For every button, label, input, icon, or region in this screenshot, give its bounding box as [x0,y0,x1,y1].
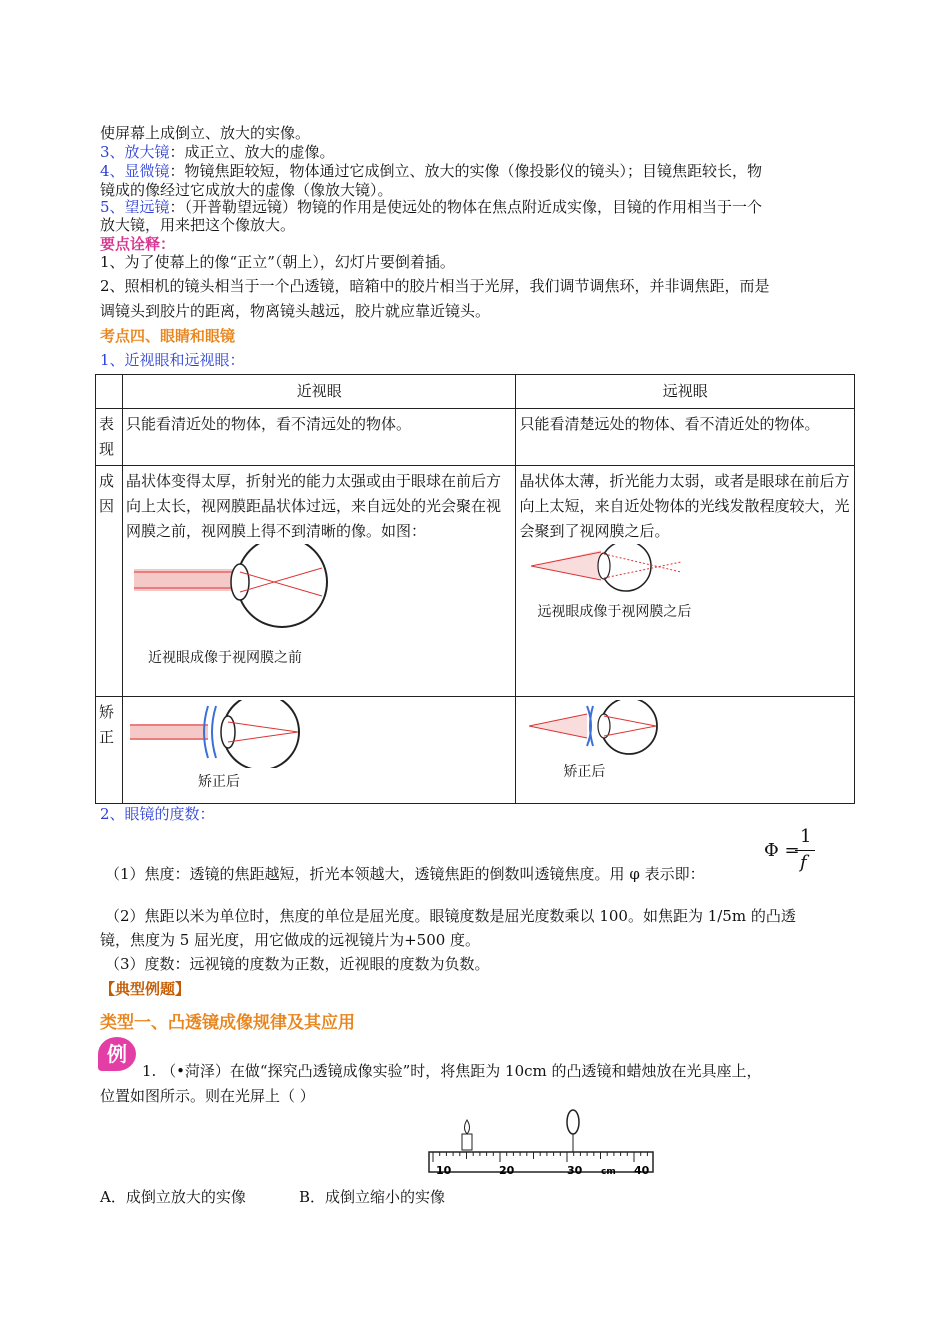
cell-hyperopia-correction [516,697,855,804]
hyperopia-correction-diagram [529,700,689,758]
hyperopia-caption: 远视眼成像于视网膜之后 [537,604,692,620]
item-label: 4、显微镜 [100,162,170,180]
note-2b: 调镜头到胶片的距离，物离镜头越远，胶片就应靠近镜头。 [100,302,491,320]
formula-numerator: 1 [800,826,812,847]
light-ray [228,722,298,732]
item-telescope-cont: 放大镜，用来把这个像放大。 [100,216,296,234]
examples-heading: 【典型例题】 [100,980,191,998]
myopia-caption: 近视眼成像于视网膜之前 [147,650,302,666]
cell-myopia-cause [122,466,515,697]
cell-myopia-correction [122,697,515,804]
candle [462,1134,472,1150]
tick-label: 30 [567,1164,583,1177]
col-hyperopia: 远视眼 [516,375,855,409]
convex-lens [587,706,593,746]
row-label: 矫正 [96,697,123,804]
formula-lhs: Φ = [764,840,800,861]
option-b[interactable]: B．成倒立缩小的实像 [299,1188,446,1206]
degree-p2a: （2）焦距以米为单位时，焦度的单位是屈光度。眼镜度数是屈光度数乘以 100。如焦距为 1/5m 的凸透 [105,907,796,925]
cell-hyperopia-cause [516,466,855,697]
cell-hyperopia-symptom: 只能看清楚远处的物体、看不清近处的物体。 [516,409,855,466]
crystalline-lens [221,716,235,748]
question-1b: 位置如图所示。则在光屏上（ ） [100,1087,315,1105]
optical-bench [429,1152,653,1172]
item-label: 3、放大镜 [100,143,170,161]
ruler-unit: cm [601,1167,616,1177]
section4-title: 考点四、眼睛和眼镜 [100,327,236,345]
tick-label: 20 [499,1164,515,1177]
light-ray [604,726,656,736]
myopia-cause-text: 晶状体变得太厚，折射光的能力太强或由于眼球在前后方向上太长，视网膜距晶状体过远，来自远处的光会聚在视网膜之前，视网膜上得不到清晰的像。如图： [125,472,501,540]
item-microscope-cont: 镜成的像经过它成放大的虚像（像放大镜）。 [100,181,393,199]
light-beam [529,714,587,738]
option-a[interactable]: A．成倒立放大的实像 [100,1188,246,1206]
item-text: ：成正立、放大的虚像。 [169,143,335,161]
optical-bench-figure [425,1108,657,1178]
degree-p2b: 镜，焦度为 5 屈光度，用它做成的远视镜片为+500 度。 [100,931,481,949]
eyeball [237,544,327,627]
hyperopia-diagram [531,544,706,596]
light-ray [240,568,322,592]
section4-sub1: 1、近视眼和远视眼： [100,351,245,369]
tick-label: 10 [436,1164,452,1177]
row-label: 表现 [96,409,123,466]
hyperopia-cause-text: 晶状体太薄，折光能力太弱，或者是眼球在前后方向上太短，来自近处物体的光线发散程度较大，光会聚到了视网膜之后。 [519,472,850,540]
fraction-bar [795,850,815,851]
tick-label: 40 [634,1164,650,1177]
note-2a: 2、照相机的镜头相当于一个凸透镜，暗箱中的胶片相当于光屏，我们调节调焦环，并非调焦距，而是 [100,277,770,295]
correction-caption: 矫正后 [197,774,240,790]
example-badge: 例 [98,1037,136,1071]
crystalline-lens [598,714,610,738]
table-corner [96,375,123,409]
correction-caption: 矫正后 [563,764,606,780]
myopia-correction-diagram [128,700,328,768]
crystalline-lens [598,553,610,579]
crystalline-lens [231,564,249,600]
type1-title: 类型一、凸透镜成像规律及其应用 [100,1013,355,1033]
light-ray [604,562,681,578]
light-ray [604,554,681,572]
col-myopia: 近视眼 [122,375,515,409]
notes-title: 要点诠释： [100,235,176,253]
light-beam [130,724,208,740]
light-ray [228,732,298,742]
formula-denominator: f [800,852,807,873]
degree-p3: （3）度数：远视镜的度数为正数，近视眼的度数为负数。 [105,955,490,973]
convex-lens [567,1110,579,1134]
cell-myopia-symptom: 只能看清近处的物体，看不清远处的物体。 [122,409,515,466]
focal-power-formula [764,826,824,878]
item-text: ：（开普勒望远镜）物镜的作用是使远处的物体在焦点附近成实像，目镜的作用相当于一个 [169,198,763,216]
light-ray [240,572,322,596]
intro-line: 使屏幕上成倒立、放大的实像。 [100,124,311,142]
degree-p1: （1）焦度：透镜的焦距越短，折光本领越大，透镜焦距的倒数叫透镜焦度。用 φ 表示即： [105,865,705,883]
item-text: ：物镜焦距较短，物体通过它成倒立、放大的实像（像投影仪的镜头）；目镜焦距较长，物 [169,162,763,180]
note-1: 1、为了使幕上的像“正立”（朝上），幻灯片要倒着插。 [100,253,455,271]
candle-flame [465,1120,470,1134]
row-label: 成因 [96,466,123,697]
question-1a: 1. （•菏泽）在做“探究凸透镜成像实验”时，将焦距为 10cm 的凸透镜和蜡烛放在光具座上， [142,1062,762,1080]
myopia-diagram [132,544,352,644]
degree-sub2: 2、眼镜的度数： [100,805,215,823]
item-label: 5、望远镜 [100,198,170,216]
light-ray [604,716,656,726]
eye-comparison-table [95,374,855,804]
